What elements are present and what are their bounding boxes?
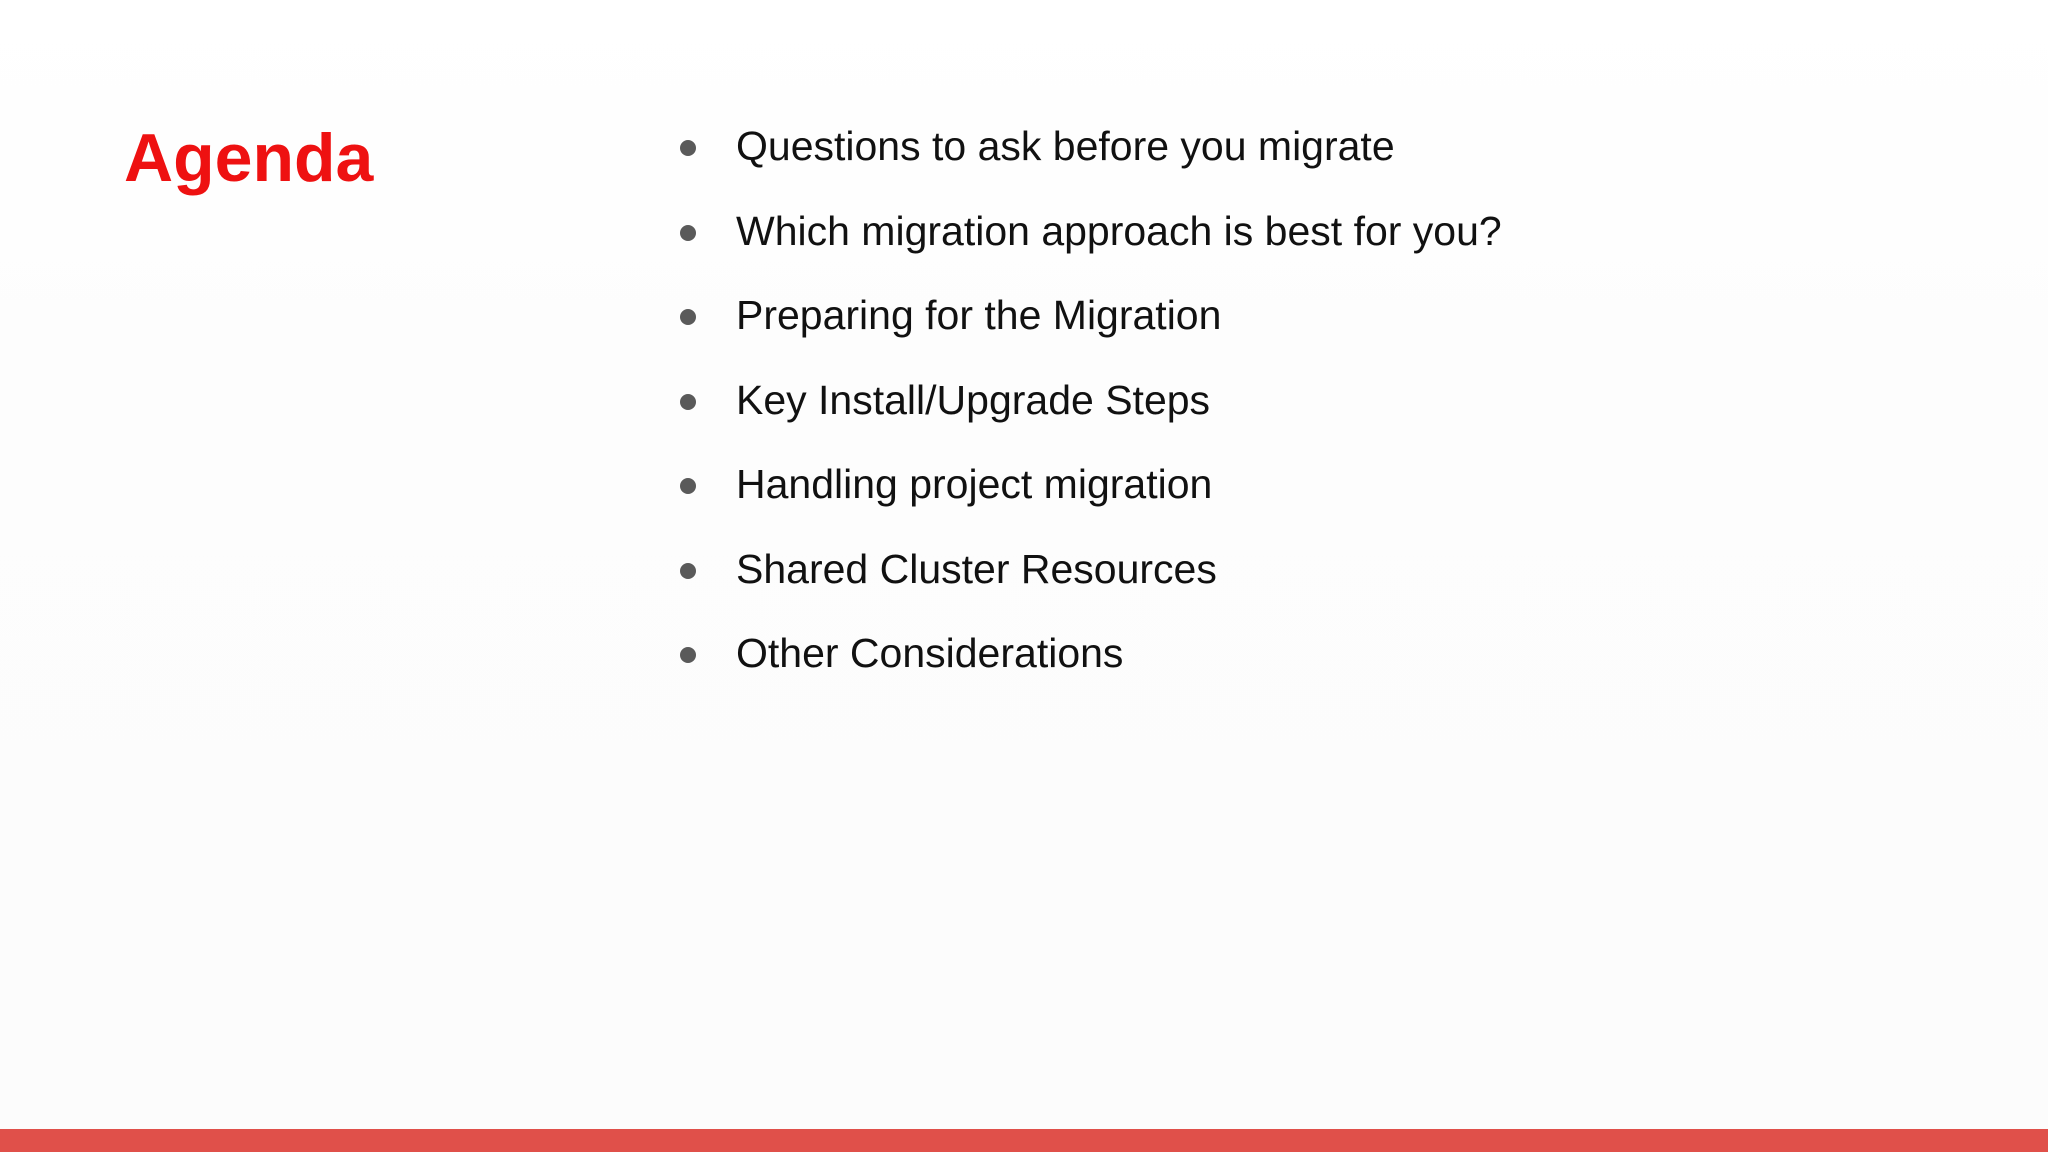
agenda-item-label: Questions to ask before you migrate bbox=[736, 123, 1395, 169]
agenda-item-label: Shared Cluster Resources bbox=[736, 545, 1217, 592]
bullet-icon bbox=[680, 563, 696, 579]
bullet-icon bbox=[680, 647, 696, 663]
agenda-item-label: Handling project migration bbox=[736, 461, 1213, 507]
agenda-item-label: Which migration approach is best for you? bbox=[736, 207, 1502, 254]
bullet-icon bbox=[680, 140, 696, 156]
bullet-icon bbox=[680, 309, 696, 325]
footer-accent-bar bbox=[0, 1129, 2048, 1152]
agenda-item-label: Key Install/Upgrade Steps bbox=[736, 376, 1211, 423]
agenda-item-label: Preparing for the Migration bbox=[736, 292, 1222, 338]
bullet-icon bbox=[680, 225, 696, 241]
bullet-icon bbox=[680, 478, 696, 494]
bullet-icon bbox=[680, 394, 696, 410]
slide-title: Agenda bbox=[124, 120, 374, 196]
agenda-item-label: Other Considerations bbox=[736, 630, 1124, 676]
